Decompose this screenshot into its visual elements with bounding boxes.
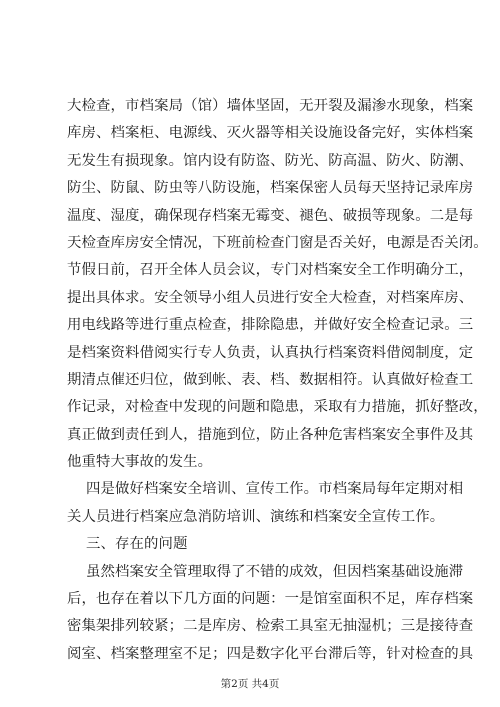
text-line: 无发生有损现象。馆内设有防盗、防光、防高温、防火、防潮、 [67,152,474,169]
text-line: 用电线路等进行重点检查，排除隐患，并做好安全检查记录。三 [67,317,474,334]
text-line: 节假日前，召开全体人员会议，专门对档案安全工作明确分工， [67,262,474,279]
text-line: 阅室、档案整理室不足；四是数字化平台滞后等，针对检查的具 [67,645,474,662]
text-line: 期清点催还归位，做到帐、表、档、数据相符。认真做好检查工 [67,371,474,388]
text-line: 大检查，市档案局（馆）墙体坚固，无开裂及漏渗水现象，档案 [67,98,474,114]
text-line: 后，也存在着以下几方面的问题：一是馆室面积不足，库存档案 [67,591,474,608]
paragraph-first-line: 虽然档案安全管理取得了不错的成效，但因档案基础设施滞 [86,563,464,580]
section-heading: 三、存在的问题 [86,536,188,553]
text-line: 他重特大事故的发生。 [67,454,213,471]
text-line: 密集架排列较紧；二是库房、检索工具室无抽湿机；三是接待查 [67,618,474,635]
document-body [67,93,488,668]
text-line: 温度、湿度，确保现存档案无霉变、褪色、破损等现象。二是每 [67,207,474,224]
page-number: 第2页 共4页 [220,678,280,690]
text-line: 是档案资料借阅实行专人负责，认真执行档案资料借阅制度，定 [67,344,474,361]
text-line: 真正做到责任到人，措施到位，防止各种危害档案安全事件及其 [67,426,474,443]
text-line: 提出具体求。安全领导小组人员进行安全大检查，对档案库房、 [67,289,474,306]
text-line: 天检查库房安全情况，下班前检查门窗是否关好，电源是否关闭。 [67,234,488,251]
text-line: 库房、档案柜、电源线、灭火器等相关设施设备完好，实体档案 [67,125,474,142]
text-line: 关人员进行档案应急消防培训、演练和档案安全宣传工作。 [67,508,445,525]
text-line: 防尘、防鼠、防虫等八防设施，档案保密人员每天坚持记录库房 [67,180,474,197]
text-line: 作记录，对检查中发现的问题和隐患，采取有力措施，抓好整改， [67,399,488,416]
paragraph-first-line: 四是做好档案安全培训、宣传工作。市档案局每年定期对相 [86,481,464,498]
